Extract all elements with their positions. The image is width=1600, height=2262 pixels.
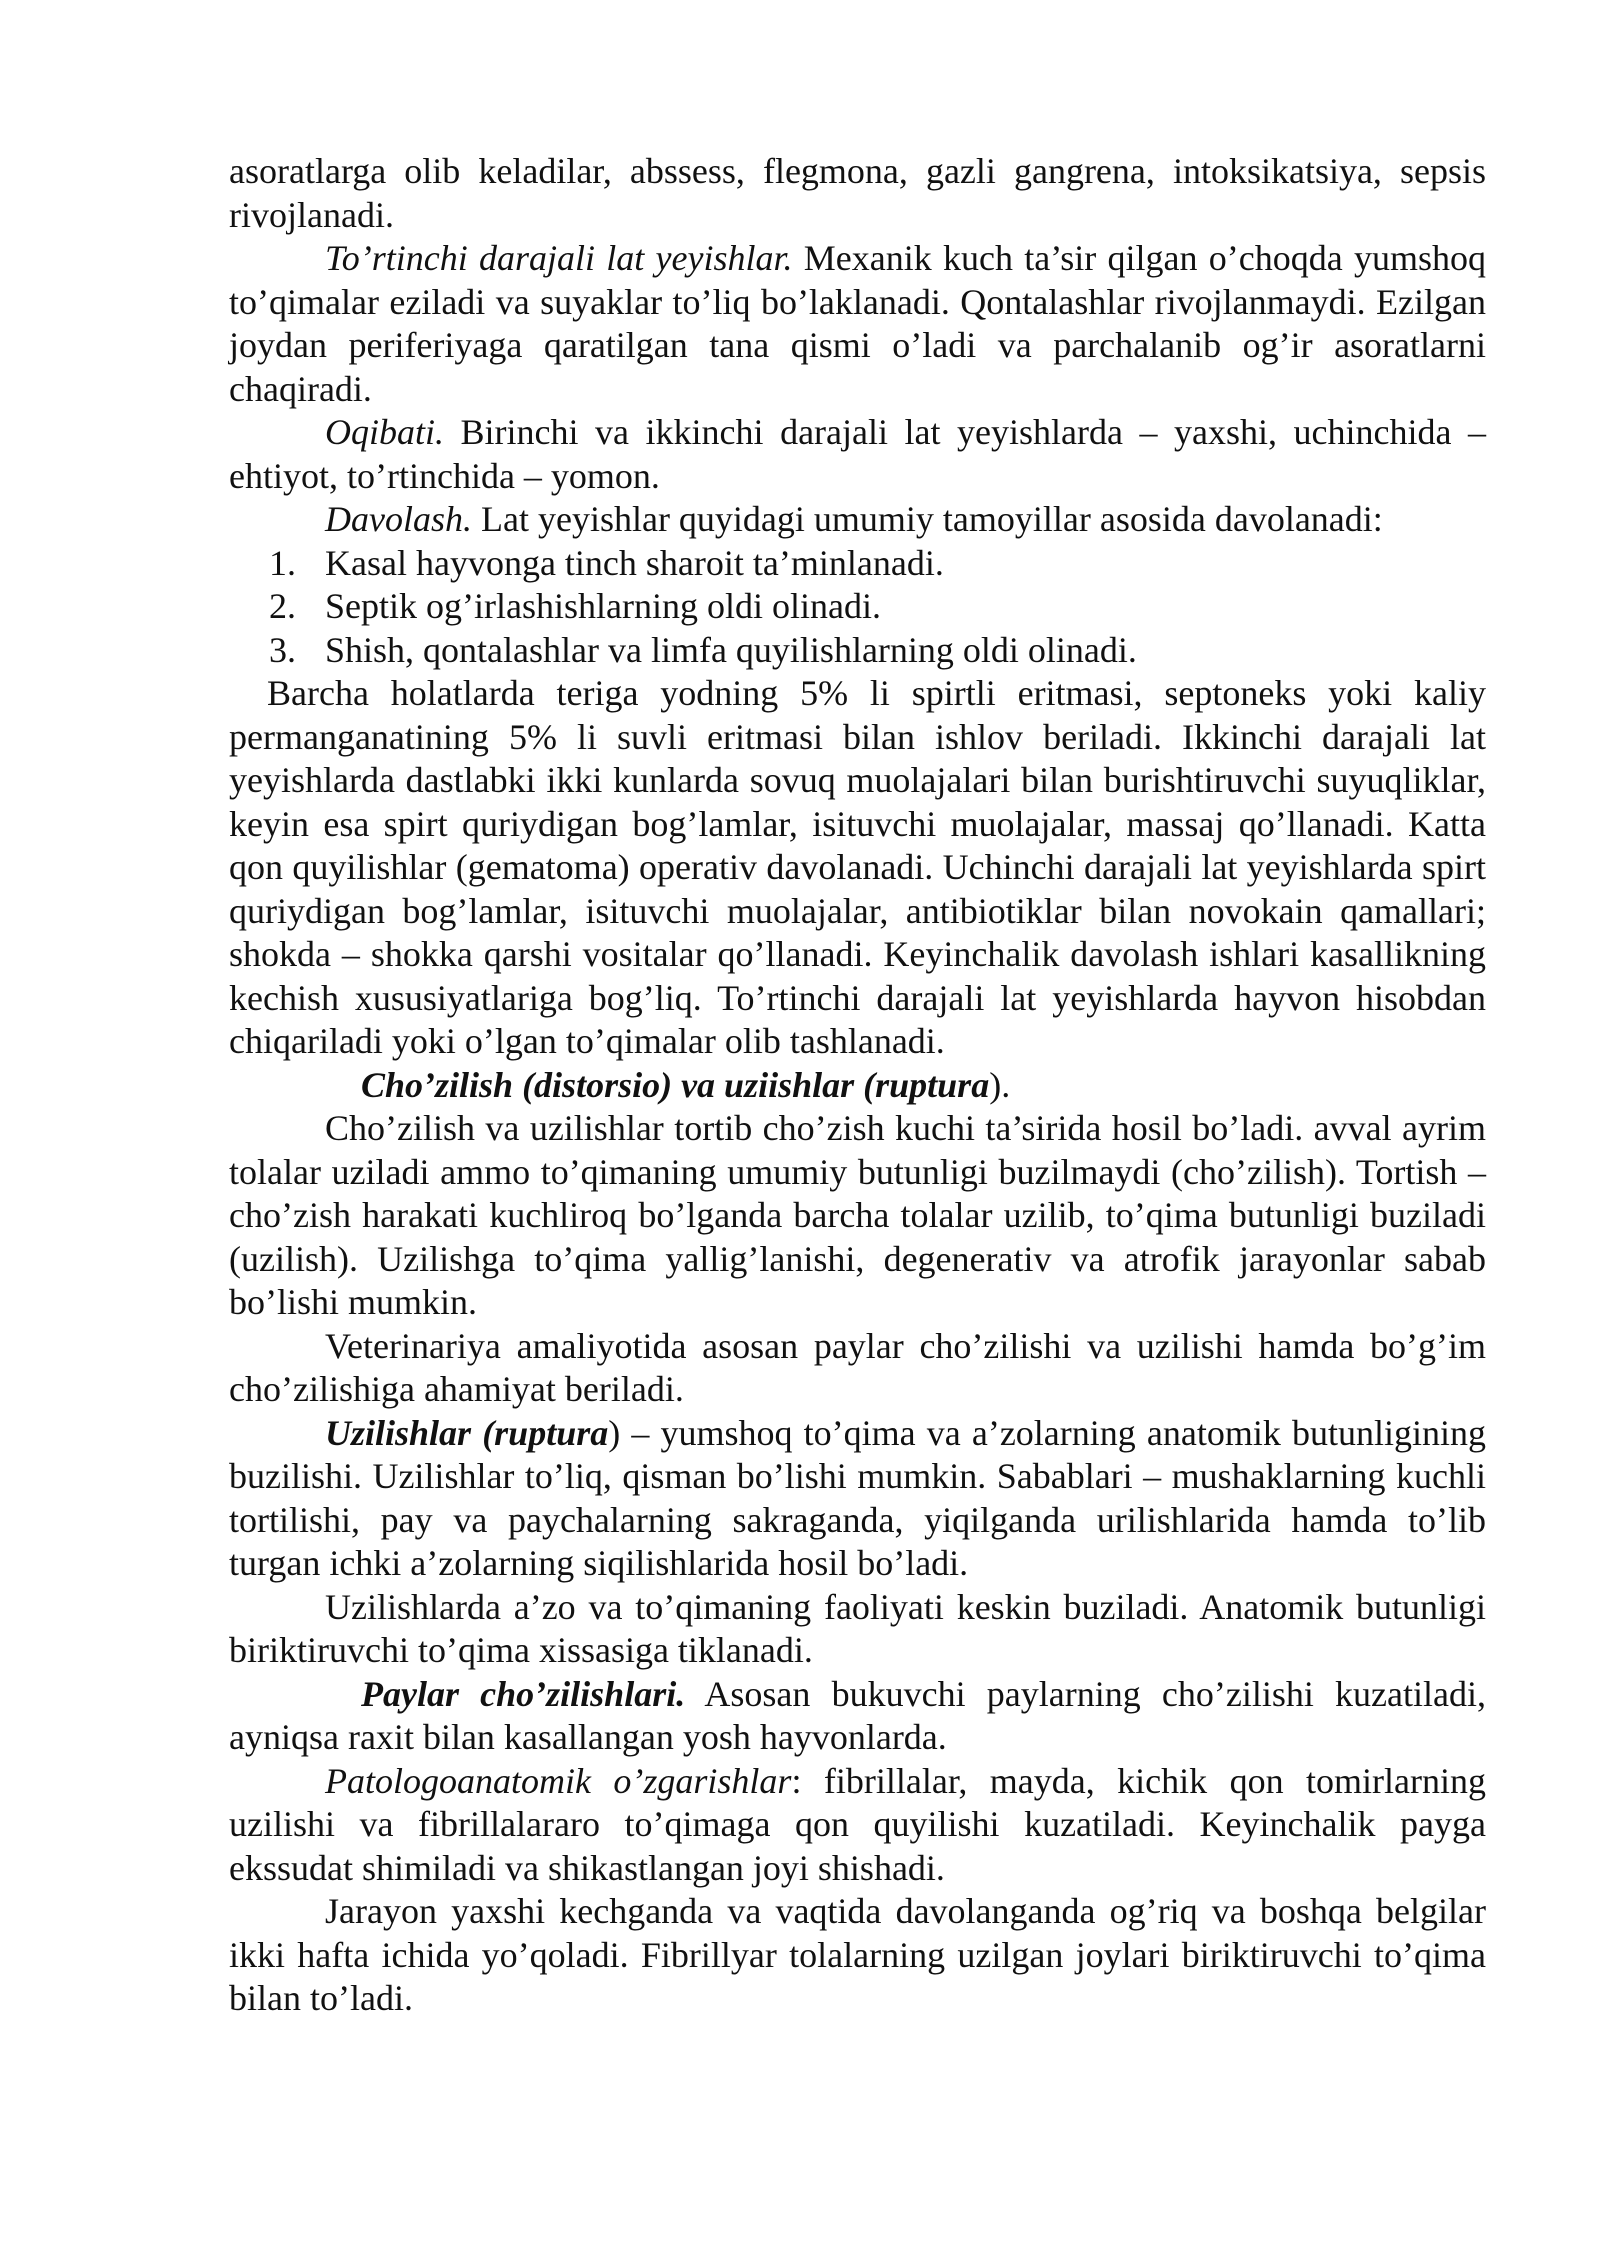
prognosis-title: Oqibati. xyxy=(325,412,445,452)
paragraph-treatment xyxy=(229,498,1486,542)
paragraph-complications: asoratlarga olib keladilar, abssess, flegmona, gazli gangrena, intoksikatsiya, sepsis rivojlanadi. xyxy=(229,151,1486,235)
prognosis-text: Birinchi va ikkinchi darajali lat yeyishlarda – yaxshi, uchinchida – ehtiyot, to’rtinchida – yomon. xyxy=(229,412,1486,496)
pathoanatomy-title: Patologoanatomik o’zgarishlar xyxy=(325,1760,792,1801)
paragraph-recovery: Jarayon yaxshi kechganda va vaqtida davolanganda og’riq va boshqa belgilar ikki hafta ichida yo’qoladi. Fibrillyar tolalarning uzilgan joylari biriktiruvchi to’qima bilan to’ladi. xyxy=(229,1891,1486,2018)
paragraph-ruptures xyxy=(229,1412,1486,1586)
paragraph-veterinary-practice: Veterinariya amaliyotida asosan paylar cho’zilishi va uzilishi hamda bo’g’im cho’zilishiga ahamiyat beriladi. xyxy=(229,1325,1486,1409)
ruptures-title: Uzilishlar (ruptura xyxy=(325,1412,609,1453)
list-item xyxy=(229,629,1486,673)
paragraph-fourth-degree xyxy=(229,237,1486,411)
paragraph-sprain-mechanism: Cho’zilish va uzilishlar tortib cho’zish kuchi ta’sirida hosil bo’ladi. avval ayrim tolalar uziladi ammo to’qimaning umumiy butunligi buzilmaydi (cho’zilish). Tortish – cho’zish harakati kuchliroq bo’lganda barcha tolalar uzilib, to’qima butunligi buziladi (uzilish). Uzilishga to’qima yallig’lanishi, degenerativ va atrofik jarayonlar sabab bo’lishi mumkin. xyxy=(229,1108,1486,1322)
paragraph-rupture-effects: Uzilishlarda a’zo va to’qimaning faoliyati keskin buziladi. Anatomik butunligi biriktiruvchi to’qima xissasiga tiklanadi. xyxy=(229,1586,1486,1670)
fourth-degree-text: Mexanik kuch ta’sir qilgan o’choqda yumshoq to’qimalar eziladi va suyaklar to’liq bo’laklanadi. Qontalashlar rivojlanmaydi. Ezilgan joydan periferiyaga qaratilgan tana qismi o’ladi va parchalanib og’ir asoratlarni chaqiradi. xyxy=(229,238,1486,409)
list-item-number: 1. xyxy=(269,542,296,583)
list-item xyxy=(229,585,1486,629)
tendon-sprains-text: Asosan bukuvchi paylarning cho’zilishi kuzatiladi, ayniqsa raxit bilan kasallangan yosh hayvonlarda. xyxy=(229,1673,1486,1757)
list-item-text: Shish, qontalashlar va limfa quyilishlarning oldi olinadi. xyxy=(325,629,1137,670)
paragraph-tendon-sprains xyxy=(229,1673,1486,1760)
paragraph-prognosis xyxy=(229,411,1486,498)
list-item-text: Kasal hayvonga tinch sharoit ta’minlanadi. xyxy=(325,542,944,583)
document-body xyxy=(229,150,1486,2021)
list-item-number: 3. xyxy=(269,629,296,670)
section-heading-text: Cho’zilish (distorsio) va uziishlar (ruptura xyxy=(361,1064,990,1105)
tendon-sprains-title: Paylar cho’zilishlari. xyxy=(361,1673,686,1714)
list-item xyxy=(229,542,1486,586)
fourth-degree-title: To’rtinchi darajali lat yeyishlar. xyxy=(325,238,793,278)
list-item-number: 2. xyxy=(269,586,296,626)
pathoanatomy-text: : fibrillalar, mayda, kichik qon tomirlarning uzilishi va fibrillalararo to’qimaga qon quyilishi kuzatiladi. Keyinchalik payga ekssudat shimiladi va shikastlangan joyi shishadi. xyxy=(229,1760,1486,1888)
treatment-principles-list xyxy=(229,542,1486,673)
ruptures-text: ) – yumshoq to’qima va a’zolarning anatomik butunligining buzilishi. Uzilishlar to’liq, qisman bo’lishi mumkin. Sabablari – mushaklarning kuchli tortilishi, pay va paychalarning sakraganda, yiqilganda urilishlarida hamda to’lib turgan ichki a’zolarning siqilishlarida hosil bo’ladi. xyxy=(229,1412,1487,1583)
section-heading-sprains-ruptures xyxy=(229,1064,1486,1108)
list-item-text: Septik og’irlashishlarning oldi olinadi. xyxy=(325,586,881,626)
treatment-text: Lat yeyishlar quyidagi umumiy tamoyillar asosida davolanadi: xyxy=(472,499,1383,539)
treatment-title: Davolash. xyxy=(325,499,472,539)
paragraph-pathoanatomy xyxy=(229,1760,1486,1891)
section-heading-tail: ). xyxy=(989,1064,1011,1105)
paragraph-general-treatment: Barcha holatlarda teriga yodning 5% li spirtli eritmasi, septoneks yoki kaliy permanganatining 5% li suvli eritmasi bilan ishlov beriladi. Ikkinchi darajali lat yeyishlarda dastlabki ikki kunlarda sovuq muolajalari bilan burishtiruvchi suyuqliklar, keyin esa spirt quriydigan bog’lamlar, isituvchi muolajalar, massaj qo’llanadi. Katta qon quyilishlar (gematoma) operativ davolanadi. Uchinchi darajali lat yeyishlarda spirt quriydigan bog’lamlar, isituvchi muolajalar, antibiotiklar bilan novokain qamallari; shokda – shokka qarshi vositalar qo’llanadi. Keyinchalik davolash ishlari kasallikning kechish xususiyatlariga bog’liq. To’rtinchi darajali lat yeyishlarda hayvon hisobdan chiqariladi yoki o’lgan to’qimalar olib tashlanadi. xyxy=(229,673,1486,1061)
